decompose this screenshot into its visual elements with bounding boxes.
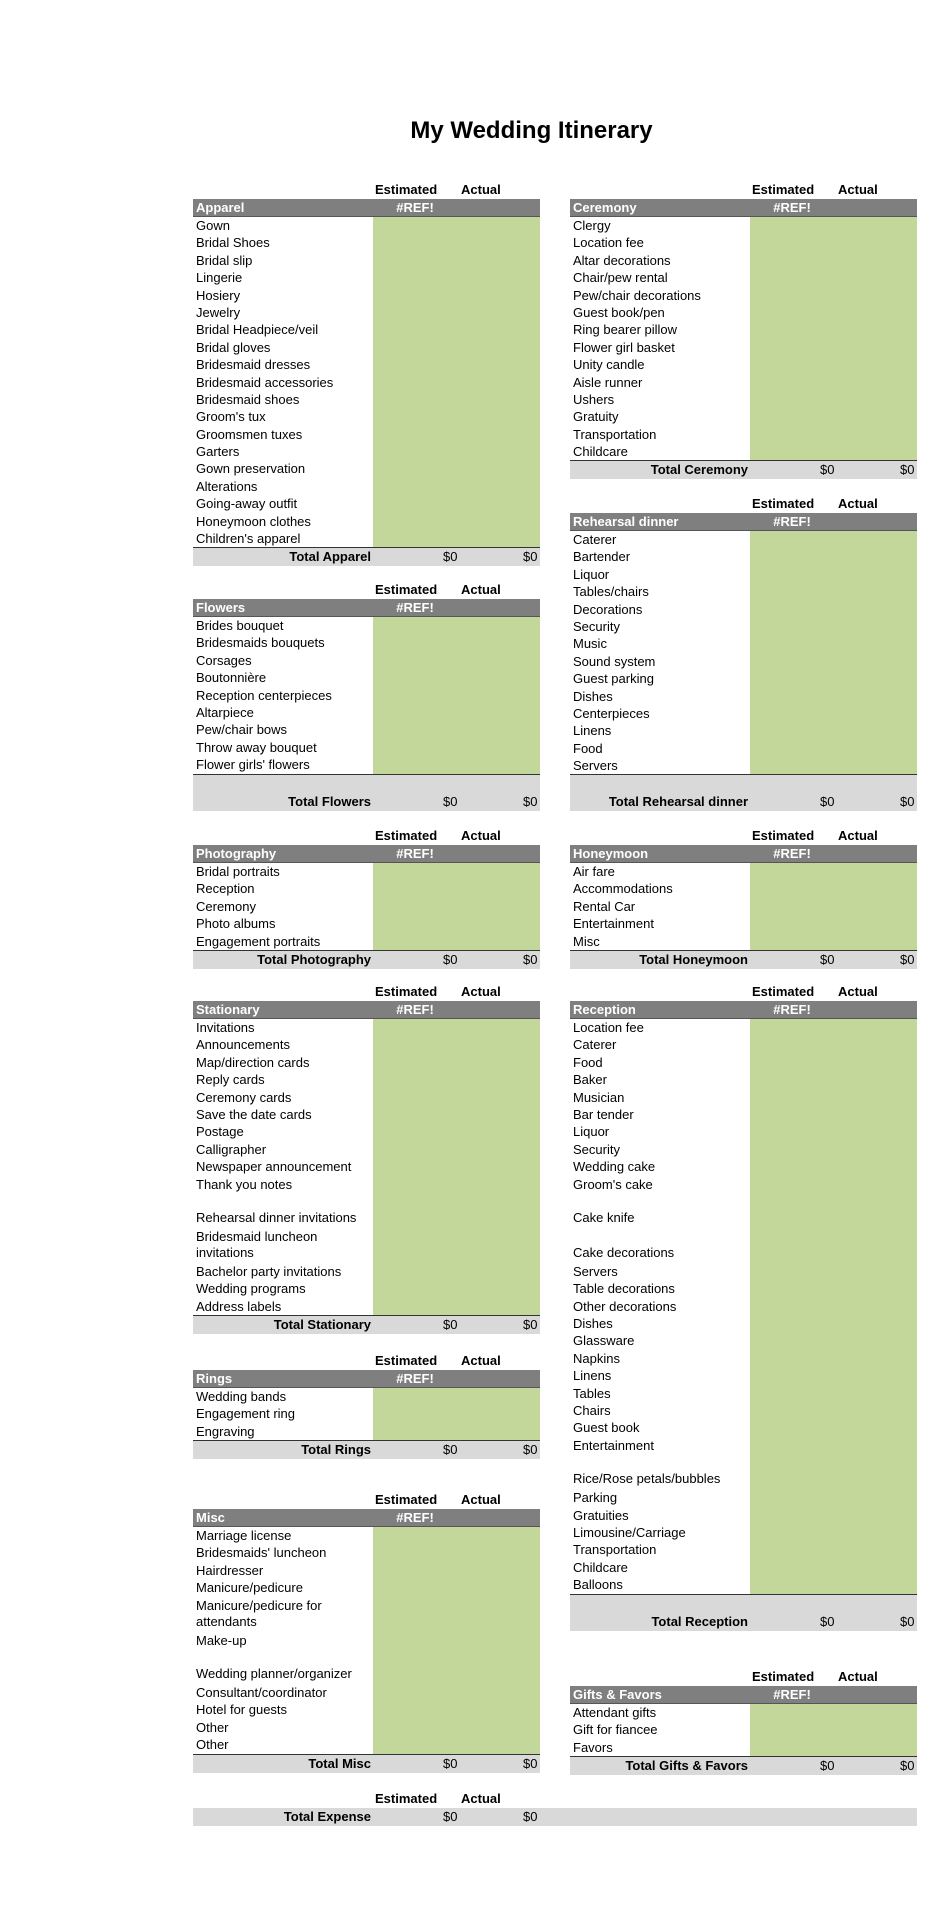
total-actual: $0 xyxy=(900,1758,915,1774)
line-item: Ceremony xyxy=(196,898,256,914)
line-item: Map/direction cards xyxy=(196,1054,310,1070)
actual-header: Actual xyxy=(461,582,501,597)
column-headers xyxy=(193,581,540,599)
total-row-stationary xyxy=(193,1315,540,1334)
line-item: Address labels xyxy=(196,1298,282,1314)
line-item: Reception xyxy=(196,881,255,897)
ref-error: #REF! xyxy=(396,1510,434,1525)
line-item: Misc xyxy=(573,933,600,949)
line-item: Altarpiece xyxy=(196,704,254,720)
total-expense-actual: $0 xyxy=(523,1809,538,1824)
line-item: Bridal Headpiece/veil xyxy=(196,322,319,338)
column-headers xyxy=(193,1352,540,1370)
line-item: Ceremony cards xyxy=(196,1089,292,1105)
estimated-header: Estimated xyxy=(752,496,815,511)
total-estimated: $0 xyxy=(443,1317,458,1333)
actual-header: Actual xyxy=(838,496,878,511)
line-item: Musician xyxy=(573,1089,625,1105)
line-item: Pew/chair decorations xyxy=(573,287,701,303)
total-actual: $0 xyxy=(900,1613,915,1629)
line-item: Announcements xyxy=(196,1037,290,1053)
line-item: Hosiery xyxy=(196,287,241,303)
line-item: Lingerie xyxy=(196,270,243,286)
line-item: Gift for fiancee xyxy=(573,1722,658,1738)
line-item: Glassware xyxy=(573,1333,635,1349)
line-item: Chairs xyxy=(573,1403,611,1419)
line-item: Bridesmaid accessories xyxy=(196,374,334,390)
line-item: Transportation xyxy=(573,1542,657,1558)
total-row-ceremony xyxy=(570,460,917,479)
line-item: Manicure/pedicure xyxy=(196,1580,303,1596)
line-item: Other xyxy=(196,1737,229,1753)
total-expense-estimated: $0 xyxy=(443,1809,458,1824)
ref-error: #REF! xyxy=(396,1371,434,1386)
line-item: Pew/chair bows xyxy=(196,722,288,738)
column-headers xyxy=(193,1491,540,1509)
total-label: Total Gifts & Favors xyxy=(625,1758,748,1774)
section-header-gifts xyxy=(570,1686,917,1704)
total-estimated: $0 xyxy=(443,951,458,967)
total-label: Total Rehearsal dinner xyxy=(608,794,748,810)
line-item: Chair/pew rental xyxy=(573,270,668,286)
estimated-header: Estimated xyxy=(375,984,438,999)
section-rehearsal xyxy=(570,495,917,811)
estimated-header: Estimated xyxy=(375,828,438,843)
line-item xyxy=(193,1597,540,1632)
line-item: Decorations xyxy=(573,601,643,617)
line-item: Bridal slip xyxy=(196,252,253,268)
total-label: Total Flowers xyxy=(288,793,371,809)
section-name: Apparel xyxy=(196,200,245,215)
line-item: Security xyxy=(573,618,620,634)
total-actual: $0 xyxy=(523,1442,538,1458)
column-headers xyxy=(570,1668,917,1686)
line-item: Accommodations xyxy=(573,881,673,897)
total-row-rehearsal xyxy=(570,774,917,811)
line-item: Bachelor party invitations xyxy=(196,1263,342,1279)
line-item: Tables xyxy=(573,1385,611,1401)
actual-header: Actual xyxy=(461,828,501,843)
line-item: Hotel for guests xyxy=(196,1702,288,1718)
section-photography xyxy=(193,827,540,969)
section-honeymoon xyxy=(570,827,917,969)
line-item: Hairdresser xyxy=(196,1562,264,1578)
line-item: Sound system xyxy=(573,653,656,669)
line-item: Going-away outfit xyxy=(196,496,298,512)
estimated-header: Estimated xyxy=(752,1669,815,1684)
actual-header: Actual xyxy=(461,984,501,999)
section-ceremony xyxy=(570,181,917,479)
line-item: Ushers xyxy=(573,391,615,407)
total-row-photography xyxy=(193,950,540,969)
column-headers xyxy=(570,181,917,199)
line-item: Reply cards xyxy=(196,1072,265,1088)
line-item: Alterations xyxy=(196,478,258,494)
total-actual: $0 xyxy=(900,794,915,810)
line-item: Throw away bouquet xyxy=(196,739,317,755)
line-item: Newspaper announcement xyxy=(196,1159,352,1175)
line-item: Engagement ring xyxy=(196,1406,296,1422)
line-item: Calligrapher xyxy=(196,1141,267,1157)
section-name: Flowers xyxy=(196,600,246,615)
section-items xyxy=(193,217,540,547)
estimated-header: Estimated xyxy=(752,828,815,843)
column-headers xyxy=(193,827,540,845)
section-items xyxy=(570,1704,917,1756)
total-estimated: $0 xyxy=(820,951,835,967)
line-item: Invitations xyxy=(196,1020,255,1035)
total-label: Total Ceremony xyxy=(650,462,748,478)
line-item: Children's apparel xyxy=(196,531,301,547)
line-item: Attendant gifts xyxy=(573,1705,657,1720)
line-item: Security xyxy=(573,1141,620,1157)
line-item: Save the date cards xyxy=(196,1106,312,1122)
line-item: Linens xyxy=(573,1368,612,1384)
line-item: Wedding bands xyxy=(196,1389,287,1404)
section-name: Stationary xyxy=(196,1002,260,1017)
line-item: Food xyxy=(573,740,603,756)
total-row-honeymoon xyxy=(570,950,917,969)
line-item: Wedding programs xyxy=(196,1281,306,1297)
total-expense-label: Total Expense xyxy=(283,1809,371,1824)
section-apparel xyxy=(193,181,540,566)
actual-header: Actual xyxy=(461,1791,501,1806)
total-row-flowers xyxy=(193,774,540,811)
estimated-header: Estimated xyxy=(375,1353,438,1368)
line-item: Servers xyxy=(573,1263,618,1279)
line-item: Liquor xyxy=(573,566,610,582)
actual-header: Actual xyxy=(838,828,878,843)
line-item: Dishes xyxy=(573,688,613,704)
section-items xyxy=(193,1527,540,1754)
line-item: Bridesmaid dresses xyxy=(196,357,311,373)
total-estimated: $0 xyxy=(820,1613,835,1629)
section-items xyxy=(570,217,917,460)
line-item: Childcare xyxy=(573,444,628,460)
line-item: Guest book/pen xyxy=(573,304,665,320)
ref-error: #REF! xyxy=(396,846,434,861)
line-item: Guest parking xyxy=(573,671,654,687)
line-item: Flower girl basket xyxy=(573,339,675,355)
estimated-header: Estimated xyxy=(375,182,438,197)
line-item xyxy=(193,1193,540,1228)
estimated-header: Estimated xyxy=(752,984,815,999)
total-estimated: $0 xyxy=(820,462,835,478)
line-item: Altar decorations xyxy=(573,252,671,268)
line-item: Gown xyxy=(196,218,230,233)
estimated-header: Estimated xyxy=(375,1791,438,1806)
line-item: Centerpieces xyxy=(573,705,650,721)
line-item: Location fee xyxy=(573,1020,644,1035)
line-item: Boutonnière xyxy=(196,670,267,686)
line-item: Brides bouquet xyxy=(196,618,284,633)
line-item: Consultant/coordinator xyxy=(196,1684,327,1700)
line-item: Ring bearer pillow xyxy=(573,322,678,338)
section-rings xyxy=(193,1352,540,1459)
line-item: Groom's cake xyxy=(573,1176,653,1192)
ref-error: #REF! xyxy=(773,846,811,861)
section-name: Honeymoon xyxy=(573,846,649,861)
line-item xyxy=(193,1649,540,1684)
line-item: Tables/chairs xyxy=(573,584,649,600)
line-item: Location fee xyxy=(573,235,644,251)
line-item xyxy=(193,1228,540,1263)
line-item: Linens xyxy=(573,723,612,739)
line-item: Bridal gloves xyxy=(196,339,271,355)
line-item: Marriage license xyxy=(196,1528,292,1543)
section-items xyxy=(193,863,540,950)
total-actual: $0 xyxy=(523,1317,538,1333)
section-items xyxy=(193,1019,540,1315)
total-label: Total Reception xyxy=(651,1613,748,1629)
total-estimated: $0 xyxy=(820,794,835,810)
line-item: Baker xyxy=(573,1072,607,1088)
section-name: Reception xyxy=(573,1002,636,1017)
actual-header: Actual xyxy=(838,984,878,999)
line-item: Aisle runner xyxy=(573,374,643,390)
line-item: Other decorations xyxy=(573,1298,677,1314)
line-item-label: Bridesmaid luncheon invitations xyxy=(196,1228,318,1260)
line-item: Thank you notes xyxy=(196,1176,293,1192)
total-actual: $0 xyxy=(900,462,915,478)
line-item: Entertainment xyxy=(573,916,654,932)
estimated-header: Estimated xyxy=(375,582,438,597)
line-item: Table decorations xyxy=(573,1281,675,1297)
line-item xyxy=(570,1228,917,1263)
actual-header: Actual xyxy=(838,182,878,197)
column-headers xyxy=(570,827,917,845)
total-label: Total Misc xyxy=(308,1755,371,1771)
column-headers xyxy=(570,983,917,1001)
column-headers xyxy=(193,1790,917,1808)
actual-header: Actual xyxy=(461,1353,501,1368)
section-items xyxy=(570,531,917,774)
section-gifts xyxy=(570,1668,917,1775)
line-item: Groom's tux xyxy=(196,409,266,425)
ref-error: #REF! xyxy=(773,200,811,215)
total-actual: $0 xyxy=(523,793,538,809)
ref-error: #REF! xyxy=(773,1687,811,1702)
total-row-misc xyxy=(193,1754,540,1773)
line-item: Corsages xyxy=(196,652,252,668)
total-label: Total Photography xyxy=(257,951,371,967)
line-item: Gratuity xyxy=(573,409,619,425)
line-item: Unity candle xyxy=(573,357,645,373)
line-item: Photo albums xyxy=(196,916,276,932)
section-name: Gifts & Favors xyxy=(573,1687,662,1702)
line-item: Groomsmen tuxes xyxy=(196,426,303,442)
total-label: Total Apparel xyxy=(289,549,371,565)
column-headers xyxy=(570,495,917,513)
total-actual: $0 xyxy=(523,1755,538,1771)
section-stationary xyxy=(193,983,540,1334)
line-item-label: Cake knife xyxy=(573,1209,635,1225)
section-items xyxy=(193,617,540,774)
line-item: Caterer xyxy=(573,532,617,547)
section-header-stationary xyxy=(193,1001,540,1019)
section-header-honeymoon xyxy=(570,845,917,863)
line-item: Balloons xyxy=(573,1577,623,1593)
section-name: Photography xyxy=(196,846,277,861)
line-item-label: Rehearsal dinner invitations xyxy=(196,1209,357,1225)
line-item: Guest book xyxy=(573,1420,640,1436)
line-item: Servers xyxy=(573,758,618,774)
line-item: Napkins xyxy=(573,1350,620,1366)
line-item: Reception centerpieces xyxy=(196,687,332,703)
total-estimated: $0 xyxy=(443,1755,458,1771)
section-name: Ceremony xyxy=(573,200,637,215)
line-item: Air fare xyxy=(573,864,615,879)
ref-error: #REF! xyxy=(773,514,811,529)
actual-header: Actual xyxy=(838,1669,878,1684)
line-item: Bridesmaids' luncheon xyxy=(196,1545,327,1561)
line-item: Childcare xyxy=(573,1559,628,1575)
total-row-reception xyxy=(570,1594,917,1631)
line-item-label: Wedding planner/organizer xyxy=(196,1665,352,1681)
total-expense-row xyxy=(193,1808,917,1826)
total-row-apparel xyxy=(193,547,540,566)
line-item: Bridesmaids bouquets xyxy=(196,635,325,651)
line-item: Dishes xyxy=(573,1316,613,1332)
section-name: Rehearsal dinner xyxy=(573,514,679,529)
line-item xyxy=(570,1454,917,1489)
section-items xyxy=(193,1388,540,1440)
line-item: Bartender xyxy=(573,549,631,565)
estimated-header: Estimated xyxy=(752,182,815,197)
total-estimated: $0 xyxy=(443,549,458,565)
page-title: My Wedding Itinerary xyxy=(410,117,653,144)
line-item: Garters xyxy=(196,444,240,460)
section-flowers xyxy=(193,581,540,811)
line-item: Make-up xyxy=(196,1632,247,1648)
section-header-rings xyxy=(193,1370,540,1388)
line-item: Gratuities xyxy=(573,1507,629,1523)
total-label: Total Honeymoon xyxy=(639,951,748,967)
line-item: Other xyxy=(196,1719,229,1735)
line-item: Bridesmaid shoes xyxy=(196,391,300,407)
section-header-ceremony xyxy=(570,199,917,217)
actual-header: Actual xyxy=(461,182,501,197)
line-item: Wedding cake xyxy=(573,1159,656,1175)
line-item: Entertainment xyxy=(573,1437,654,1453)
line-item: Bridal portraits xyxy=(196,864,280,879)
section-misc xyxy=(193,1491,540,1773)
section-header-reception xyxy=(570,1001,917,1019)
actual-header: Actual xyxy=(461,1492,501,1507)
section-header-misc xyxy=(193,1509,540,1527)
total-label: Total Rings xyxy=(301,1442,371,1458)
section-header-flowers xyxy=(193,599,540,617)
line-item: Transportation xyxy=(573,426,657,442)
line-item: Engagement portraits xyxy=(196,933,321,949)
total-actual: $0 xyxy=(900,951,915,967)
section-header-photography xyxy=(193,845,540,863)
line-item: Music xyxy=(573,636,607,652)
total-row-gifts xyxy=(570,1756,917,1775)
line-item: Bridal Shoes xyxy=(196,235,270,251)
section-name: Misc xyxy=(196,1510,225,1525)
ref-error: #REF! xyxy=(396,200,434,215)
line-item: Favors xyxy=(573,1739,613,1755)
line-item: Clergy xyxy=(573,218,611,233)
line-item: Postage xyxy=(196,1124,244,1140)
ref-error: #REF! xyxy=(396,600,434,615)
line-item-label: Cake decorations xyxy=(573,1244,675,1260)
line-item-label: Manicure/pedicure for attendants xyxy=(196,1597,322,1629)
line-item: Honeymoon clothes xyxy=(196,513,311,529)
line-item: Rental Car xyxy=(573,898,636,914)
section-header-apparel xyxy=(193,199,540,217)
total-estimated: $0 xyxy=(443,1442,458,1458)
ref-error: #REF! xyxy=(773,1002,811,1017)
line-item: Liquor xyxy=(573,1124,610,1140)
line-item: Parking xyxy=(573,1490,618,1506)
line-item: Food xyxy=(573,1054,603,1070)
total-row-rings xyxy=(193,1440,540,1459)
section-name: Rings xyxy=(196,1371,233,1386)
line-item: Flower girls' flowers xyxy=(196,757,310,773)
section-items xyxy=(570,863,917,950)
total-estimated: $0 xyxy=(443,793,458,809)
line-item: Bar tender xyxy=(573,1106,634,1122)
total-actual: $0 xyxy=(523,951,538,967)
ref-error: #REF! xyxy=(396,1002,434,1017)
line-item: Limousine/Carriage xyxy=(573,1524,686,1540)
column-headers xyxy=(193,983,540,1001)
line-item: Engraving xyxy=(196,1423,255,1439)
grand-total xyxy=(193,1790,917,1826)
line-item-label: Rice/Rose petals/bubbles xyxy=(573,1471,721,1487)
total-actual: $0 xyxy=(523,549,538,565)
column-headers xyxy=(193,181,540,199)
line-item xyxy=(570,1193,917,1228)
section-items xyxy=(570,1019,917,1594)
section-header-rehearsal xyxy=(570,513,917,531)
total-label: Total Stationary xyxy=(273,1317,371,1333)
total-estimated: $0 xyxy=(820,1758,835,1774)
estimated-header: Estimated xyxy=(375,1492,438,1507)
line-item: Caterer xyxy=(573,1037,617,1053)
section-reception xyxy=(570,983,917,1631)
line-item: Gown preservation xyxy=(196,461,306,477)
line-item: Jewelry xyxy=(196,304,241,320)
